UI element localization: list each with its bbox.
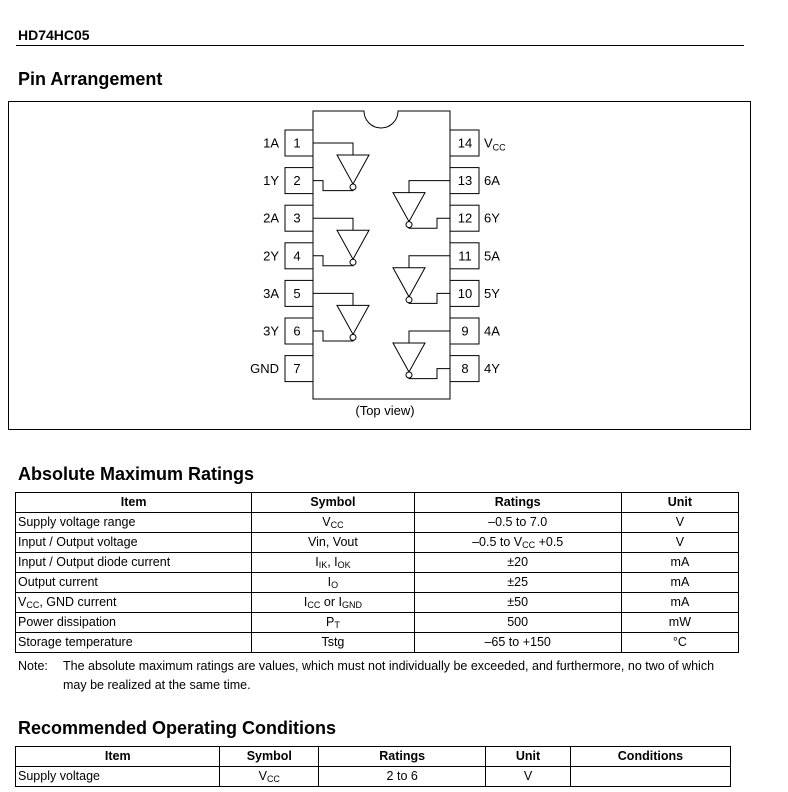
pin-arrangement-diagram [8,101,751,430]
pin-label: 1Y [263,173,279,189]
cell-rating [319,767,486,787]
pin-number: 2 [293,173,301,189]
cell-rating [414,613,621,633]
header-item: Item [16,747,220,767]
inverter-bubble [350,334,356,340]
pin-label: 6Y [484,210,500,226]
text-run: , I [327,555,338,569]
text-run: IK [318,560,328,570]
cell-symbol [252,593,414,613]
cell-item [16,593,252,613]
table-row [16,613,739,633]
text-run: or I [320,595,342,609]
pin-number: 14 [457,135,473,151]
text-run: CC [307,600,321,610]
cell-unit: mW [621,613,738,633]
cell-symbol [252,513,414,533]
table-row [16,767,731,787]
cell-item: Storage temperature [16,633,252,653]
inverter-bubble [406,222,412,228]
text-run: ±50 [507,595,529,609]
pin-number: 9 [461,323,469,339]
text-run: +0.5 [535,535,564,549]
cell-symbol [220,767,319,787]
cell-unit: mA [621,593,738,613]
text-run: CC [26,600,40,610]
header-symbol: Symbol [220,747,319,767]
cell-symbol [252,613,414,633]
text-run: GND [341,600,362,610]
pin-number: 1 [293,135,301,151]
cell-unit: °C [621,633,738,653]
pin-number: 11 [458,248,472,264]
table-row [16,533,739,553]
text-run: I [303,595,308,609]
recommended-operating-conditions-title: Recommended Operating Conditions [18,718,337,738]
pin-label: 5Y [484,285,500,301]
cell-symbol [252,553,414,573]
header-divider [16,45,744,46]
table-row [16,553,739,573]
cell-item: Supply voltage range [16,513,252,533]
view-caption: (Top view) [355,403,415,418]
pin-label: 6A [484,173,500,189]
table-row [16,593,739,613]
table-header-row [16,747,731,767]
pin-label: 4A [484,323,500,339]
header-unit: Unit [486,747,571,767]
text-run: Vin, Vout [308,535,358,549]
header-item: Item [16,493,252,513]
pin-number: 13 [457,173,473,189]
header-symbol: Symbol [252,493,414,513]
table-row [16,573,739,593]
table-header-row [16,493,739,513]
cell-item: Input / Output voltage [16,533,252,553]
text-run: –0.5 to V [472,535,523,549]
text-run: CC [266,774,280,784]
table-row [16,513,739,533]
header-ratings: Ratings [414,493,621,513]
text-run: Tstg [321,635,345,649]
text-run: V [18,595,27,609]
pin-number: 3 [293,210,301,226]
text-run: –0.5 to 7.0 [488,515,548,529]
cell-symbol [252,573,414,593]
cell-rating [414,593,621,613]
text-run: , GND current [39,595,117,609]
text-run: ±20 [507,555,529,569]
cell-conditions [570,767,730,787]
inverter-bubble [350,259,356,265]
header-unit: Unit [621,493,738,513]
cell-item: Power dissipation [16,613,252,633]
cell-rating [414,513,621,533]
cell-rating [414,533,621,553]
text-run: I [327,575,332,589]
recommended-operating-conditions-table [15,746,731,787]
pin-arrangement-title: Pin Arrangement [18,69,163,89]
text-run: I [315,555,319,569]
text-run: –65 to +150 [484,635,551,649]
header-conditions: Conditions [570,747,730,767]
cell-unit: mA [621,553,738,573]
diagram-frame [9,102,751,430]
part-number-header: HD74HC05 [18,27,90,43]
pin-label: GND [250,361,279,377]
text-run: 2 to 6 [386,769,418,783]
text-run: 500 [507,615,529,629]
note-label: Note: [18,659,48,673]
pin-label: 2A [263,210,279,226]
cell-rating [414,633,621,653]
cell-item: Supply voltage [16,767,220,787]
table-row [16,633,739,653]
inverter-bubble [406,297,412,303]
cell-unit: mA [621,573,738,593]
pin-number: 8 [461,361,469,377]
cell-symbol [252,533,414,553]
inverter-bubble [350,184,356,190]
pin-number: 6 [293,323,301,339]
pin-label: 3A [263,285,279,301]
cell-rating [414,553,621,573]
cell-item: Output current [16,573,252,593]
pin-number: 5 [293,285,301,301]
cell-unit: V [621,513,738,533]
pin-label: 2Y [263,248,279,264]
cell-unit: V [621,533,738,553]
text-run: CC [522,540,536,550]
text-run: ±25 [507,575,529,589]
cell-rating [414,573,621,593]
absolute-maximum-ratings-table [15,492,739,653]
text-run: V [322,515,331,529]
pin-label: 1A [263,135,279,151]
text-run: V [258,769,267,783]
text-run: O [331,580,339,590]
pin-label: $V_{CC}$ [484,135,506,153]
text-run: T [334,620,340,630]
pin-number: 4 [293,248,301,264]
absolute-maximum-ratings-title: Absolute Maximum Ratings [18,464,255,484]
pin-label: 4Y [484,361,500,377]
pin-label: 5A [484,248,500,264]
inverter-bubble [406,372,412,378]
pin-label-subscript: CC [492,142,506,153]
pin-number: 12 [457,210,473,226]
pin-number: 7 [293,361,301,377]
text-run: P [326,615,335,629]
cell-item: Input / Output diode current [16,553,252,573]
header-ratings: Ratings [319,747,486,767]
note-text: The absolute maximum ratings are values, which must not individually be exceeded, and furthermore, no two of which may be realized at the same time. [63,659,715,692]
pin-label: 3Y [263,323,279,339]
cell-unit: V [486,767,571,787]
cell-symbol [252,633,414,653]
text-run: CC [330,520,344,530]
pin-number: 10 [457,285,473,301]
text-run: OK [337,560,351,570]
